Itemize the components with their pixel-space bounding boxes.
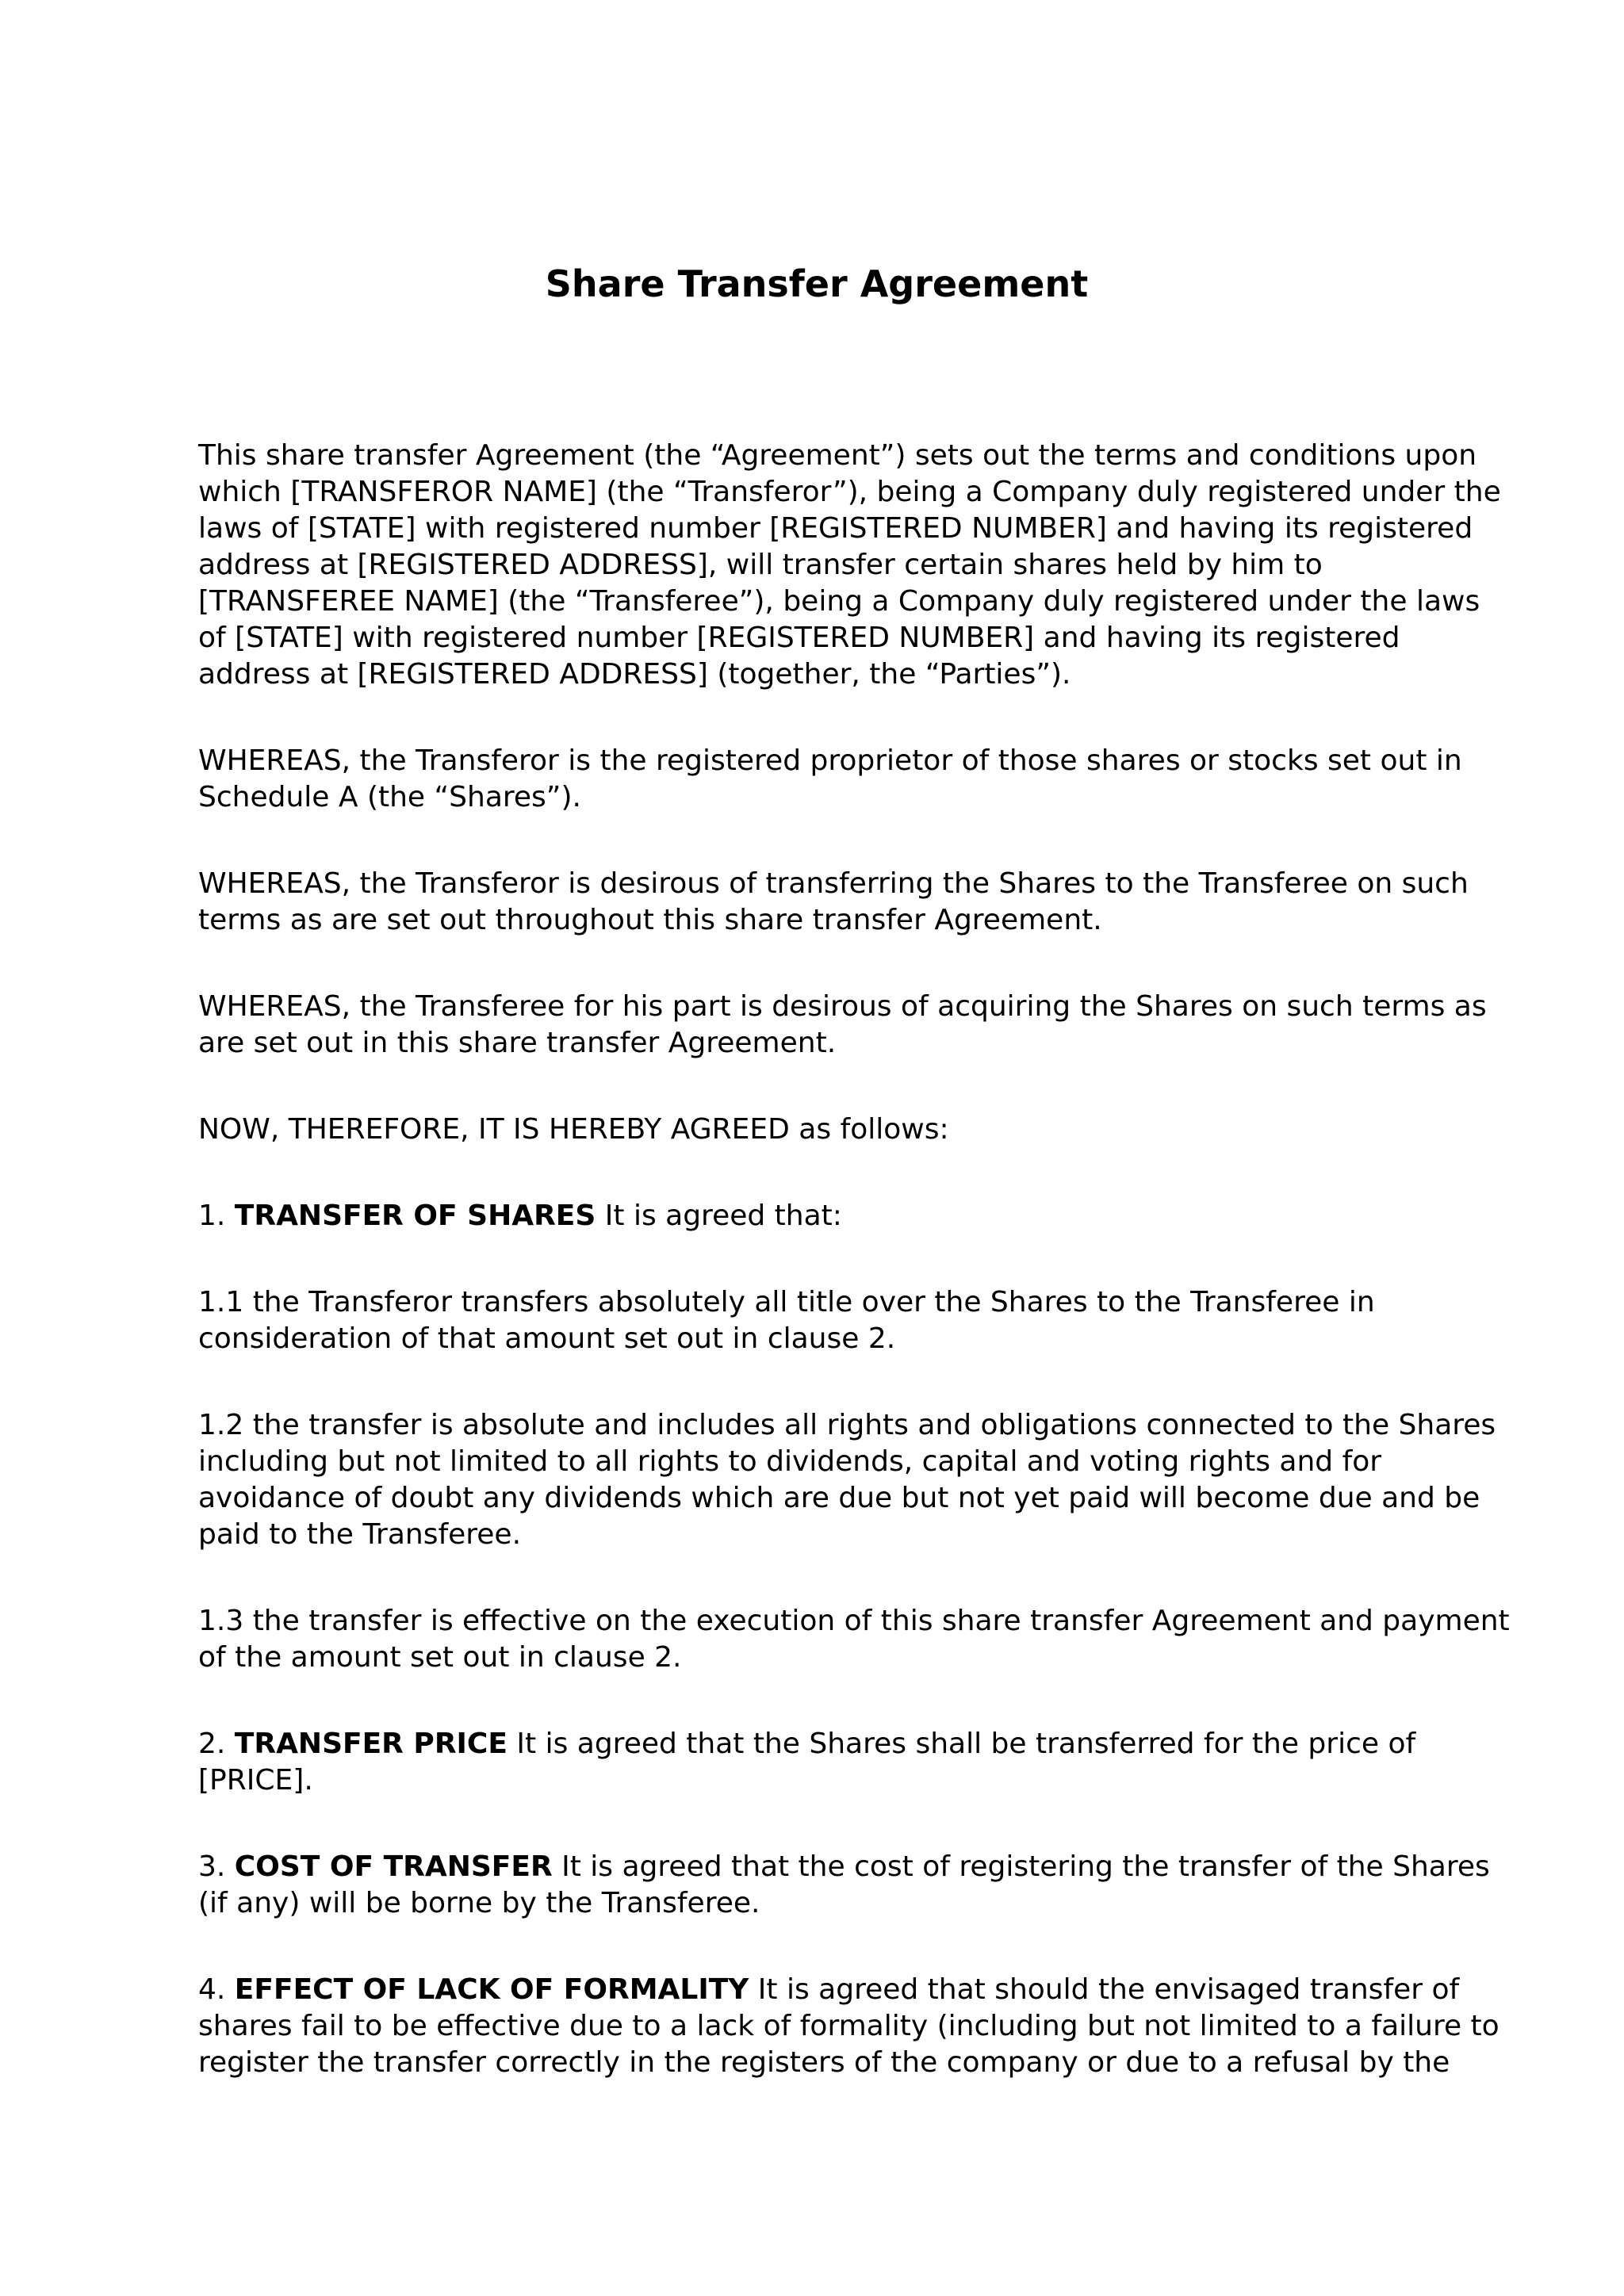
text-line: avoidance of doubt any dividends which are due but not yet paid will become due and be — [198, 1482, 1480, 1514]
text-line: address at [REGISTERED ADDRESS], will transfer certain shares held by him to — [198, 549, 1323, 581]
text-line: This share transfer Agreement (the “Agreement”) sets out the terms and conditions upon — [198, 439, 1477, 472]
text-line: including but not limited to all rights to dividends, capital and voting rights and for — [198, 1445, 1382, 1478]
clause-2 — [198, 1726, 1435, 1799]
clause-number: 4. — [198, 1973, 235, 2006]
text-line: [PRICE]. — [198, 1764, 313, 1797]
clause-1-2 — [198, 1407, 1496, 1553]
text-line: 1.1 the Transferor transfers absolutely all title over the Shares to the Transferee in — [198, 1286, 1375, 1318]
clause-heading: TRANSFER PRICE — [234, 1728, 508, 1760]
clause-text: It is agreed that the cost of registering the transfer of the Shares — [552, 1850, 1490, 1883]
whereas-paragraph-1 — [198, 743, 1462, 816]
clause-number: 1. — [198, 1200, 235, 1232]
now-therefore-paragraph — [198, 1112, 1435, 1148]
clause-3 — [198, 1849, 1490, 1922]
clause-text: It is agreed that the Shares shall be transferred for the price of — [507, 1728, 1416, 1760]
text-line — [198, 1726, 1435, 1762]
text-line — [198, 1972, 1460, 2008]
intro-paragraph — [198, 438, 1501, 693]
text-line: 1.2 the transfer is absolute and includes all rights and obligations connected to the Shares — [198, 1409, 1496, 1441]
text-line: shares fail to be effective due to a lack of formality (including but not limited to a failure to — [198, 2010, 1500, 2042]
text-line: WHEREAS, the Transferor is the registered proprietor of those shares or stocks set out in — [198, 744, 1462, 777]
text-line: are set out in this share transfer Agreement. — [198, 1027, 837, 1059]
text-line — [198, 1198, 1435, 1234]
text-line — [198, 1849, 1490, 1885]
text-line: address at [REGISTERED ADDRESS] (together, the “Parties”). — [198, 658, 1071, 691]
clause-text: It is agreed that: — [596, 1200, 842, 1232]
text-line: of the amount set out in clause 2. — [198, 1641, 682, 1674]
clause-heading: EFFECT OF LACK OF FORMALITY — [234, 1973, 749, 2006]
text-line: laws of [STATE] with registered number [REGISTERED NUMBER] and having its registered — [198, 512, 1473, 545]
clause-1-1 — [198, 1284, 1435, 1357]
text-line: paid to the Transferee. — [198, 1518, 522, 1551]
document-page — [198, 0, 1510, 2296]
text-line: register the transfer correctly in the registers of the company or due to a refusal by the — [198, 2046, 1450, 2079]
text-line: [TRANSFEREE NAME] (the “Transferee”), being a Company duly registered under the laws — [198, 585, 1480, 618]
text-line: 1.3 the transfer is effective on the execution of this share transfer Agreement and payment — [198, 1605, 1510, 1637]
text-line: (if any) will be borne by the Transferee. — [198, 1887, 760, 1919]
text-line: consideration of that amount set out in clause 2. — [198, 1322, 896, 1355]
document-body — [198, 438, 1510, 2131]
whereas-paragraph-3 — [198, 989, 1487, 1062]
text-line: which [TRANSFEROR NAME] (the “Transferor”), being a Company duly registered under the — [198, 476, 1501, 508]
document-title: Share Transfer Agreement — [545, 262, 1089, 305]
clause-heading: COST OF TRANSFER — [234, 1850, 553, 1883]
clause-number: 2. — [198, 1728, 235, 1760]
whereas-paragraph-2 — [198, 866, 1469, 939]
clause-4 — [198, 1972, 1500, 2081]
text-line: WHEREAS, the Transferor is desirous of transferring the Shares to the Transferee on such — [198, 867, 1469, 900]
text-line: terms as are set out throughout this share transfer Agreement. — [198, 904, 1102, 936]
text-line: WHEREAS, the Transferee for his part is desirous of acquiring the Shares on such terms as — [198, 990, 1487, 1023]
text-line: NOW, THEREFORE, IT IS HEREBY AGREED as follows: — [198, 1113, 949, 1146]
clause-1 — [198, 1198, 1435, 1234]
clause-heading: TRANSFER OF SHARES — [234, 1200, 596, 1232]
clause-text: It is agreed that should the envisaged transfer of — [749, 1973, 1460, 2006]
text-line: Schedule A (the “Shares”). — [198, 781, 581, 813]
clause-number: 3. — [198, 1850, 235, 1883]
text-line: of [STATE] with registered number [REGISTERED NUMBER] and having its registered — [198, 622, 1400, 654]
clause-1-3 — [198, 1603, 1510, 1676]
